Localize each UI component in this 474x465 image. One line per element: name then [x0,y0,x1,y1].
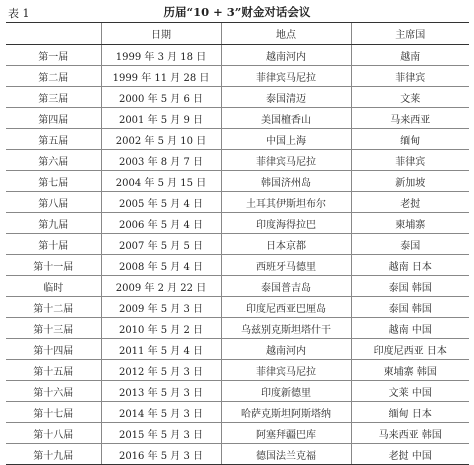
cell-session: 临时 [6,276,101,297]
cell-date: 1999 年 11 月 28 日 [101,66,221,87]
cell-location: 美国檀香山 [221,108,351,129]
cell-session: 第十五届 [6,360,101,381]
cell-date: 2016 年 5 月 3 日 [101,444,221,465]
cell-chair: 菲律宾 [351,150,469,171]
cell-location: 菲律宾马尼拉 [221,150,351,171]
cell-chair: 马来西亚 韩国 [351,423,469,444]
cell-chair: 泰国 韩国 [351,276,469,297]
cell-chair: 缅甸 日本 [351,402,469,423]
cell-date: 2005 年 5 月 4 日 [101,192,221,213]
cell-session: 第五届 [6,129,101,150]
cell-session: 第十七届 [6,402,101,423]
cell-date: 2015 年 5 月 3 日 [101,423,221,444]
table-number-label: 表 1 [8,7,30,20]
table-row [6,423,469,444]
cell-session: 第十三届 [6,318,101,339]
cell-location: 哈萨克斯坦阿斯塔纳 [221,402,351,423]
cell-location: 德国法兰克福 [221,444,351,465]
cell-location: 越南河内 [221,45,351,66]
cell-location: 印度海得拉巴 [221,213,351,234]
cell-date: 2001 年 5 月 9 日 [101,108,221,129]
cell-location: 泰国普吉岛 [221,276,351,297]
cell-location: 印度尼西亚巴厘岛 [221,297,351,318]
table-row [6,192,469,213]
cell-session: 第十一届 [6,255,101,276]
table-body [6,45,469,465]
cell-location: 西班牙马德里 [221,255,351,276]
table-row [6,360,469,381]
cell-session: 第十八届 [6,423,101,444]
cell-date: 1999 年 3 月 18 日 [101,45,221,66]
cell-date: 2006 年 5 月 4 日 [101,213,221,234]
table-row [6,129,469,150]
cell-session: 第十二届 [6,297,101,318]
cell-date: 2000 年 5 月 6 日 [101,87,221,108]
cell-session: 第一届 [6,45,101,66]
table-header-row [6,23,469,45]
cell-chair: 菲律宾 [351,66,469,87]
header-location: 地点 [221,23,351,45]
table-row [6,318,469,339]
meetings-table [6,22,469,465]
cell-location: 菲律宾马尼拉 [221,360,351,381]
cell-location: 中国上海 [221,129,351,150]
cell-chair: 文莱 [351,87,469,108]
cell-session: 第九届 [6,213,101,234]
table-row [6,45,469,66]
cell-session: 第十四届 [6,339,101,360]
cell-date: 2002 年 5 月 10 日 [101,129,221,150]
cell-date: 2010 年 5 月 2 日 [101,318,221,339]
cell-date: 2014 年 5 月 3 日 [101,402,221,423]
cell-chair: 老挝 中国 [351,444,469,465]
cell-session: 第三届 [6,87,101,108]
table-row [6,66,469,87]
cell-chair: 印度尼西亚 日本 [351,339,469,360]
cell-chair: 越南 [351,45,469,66]
cell-chair: 新加坡 [351,171,469,192]
cell-date: 2009 年 5 月 3 日 [101,297,221,318]
table-row [6,381,469,402]
cell-session: 第四届 [6,108,101,129]
cell-session: 第七届 [6,171,101,192]
cell-chair: 马来西亚 [351,108,469,129]
cell-location: 韩国济州岛 [221,171,351,192]
cell-location: 阿塞拜疆巴库 [221,423,351,444]
header-date: 日期 [101,23,221,45]
cell-chair: 老挝 [351,192,469,213]
cell-date: 2012 年 5 月 3 日 [101,360,221,381]
cell-date: 2009 年 2 月 22 日 [101,276,221,297]
cell-session: 第六届 [6,150,101,171]
cell-chair: 文莱 中国 [351,381,469,402]
table-row [6,171,469,192]
cell-date: 2003 年 8 月 7 日 [101,150,221,171]
cell-location: 乌兹别克斯坦塔什干 [221,318,351,339]
cell-chair: 泰国 [351,234,469,255]
cell-session: 第二届 [6,66,101,87]
cell-location: 泰国清迈 [221,87,351,108]
cell-date: 2011 年 5 月 4 日 [101,339,221,360]
table-row [6,234,469,255]
cell-chair: 缅甸 [351,129,469,150]
cell-chair: 越南 日本 [351,255,469,276]
cell-chair: 越南 中国 [351,318,469,339]
cell-session: 第十届 [6,234,101,255]
table-row [6,402,469,423]
table-row [6,297,469,318]
table-row [6,276,469,297]
cell-date: 2007 年 5 月 5 日 [101,234,221,255]
cell-chair: 柬埔寨 [351,213,469,234]
cell-chair: 泰国 韩国 [351,297,469,318]
cell-chair: 柬埔寨 韩国 [351,360,469,381]
table-row [6,339,469,360]
cell-location: 印度新德里 [221,381,351,402]
cell-session: 第十九届 [6,444,101,465]
cell-session: 第八届 [6,192,101,213]
table-row [6,444,469,465]
table-row [6,108,469,129]
table-row [6,213,469,234]
cell-location: 土耳其伊斯坦布尔 [221,192,351,213]
cell-date: 2008 年 5 月 4 日 [101,255,221,276]
table-row [6,150,469,171]
table-row [6,87,469,108]
table-title: 历届“10 + 3”财金对话会议 [163,5,311,19]
cell-location: 菲律宾马尼拉 [221,66,351,87]
cell-session: 第十六届 [6,381,101,402]
header-session [6,23,101,45]
cell-location: 日本京都 [221,234,351,255]
cell-date: 2013 年 5 月 3 日 [101,381,221,402]
table-row [6,255,469,276]
cell-date: 2004 年 5 月 15 日 [101,171,221,192]
table-caption [0,0,474,22]
cell-location: 越南河内 [221,339,351,360]
header-chair: 主席国 [351,23,469,45]
